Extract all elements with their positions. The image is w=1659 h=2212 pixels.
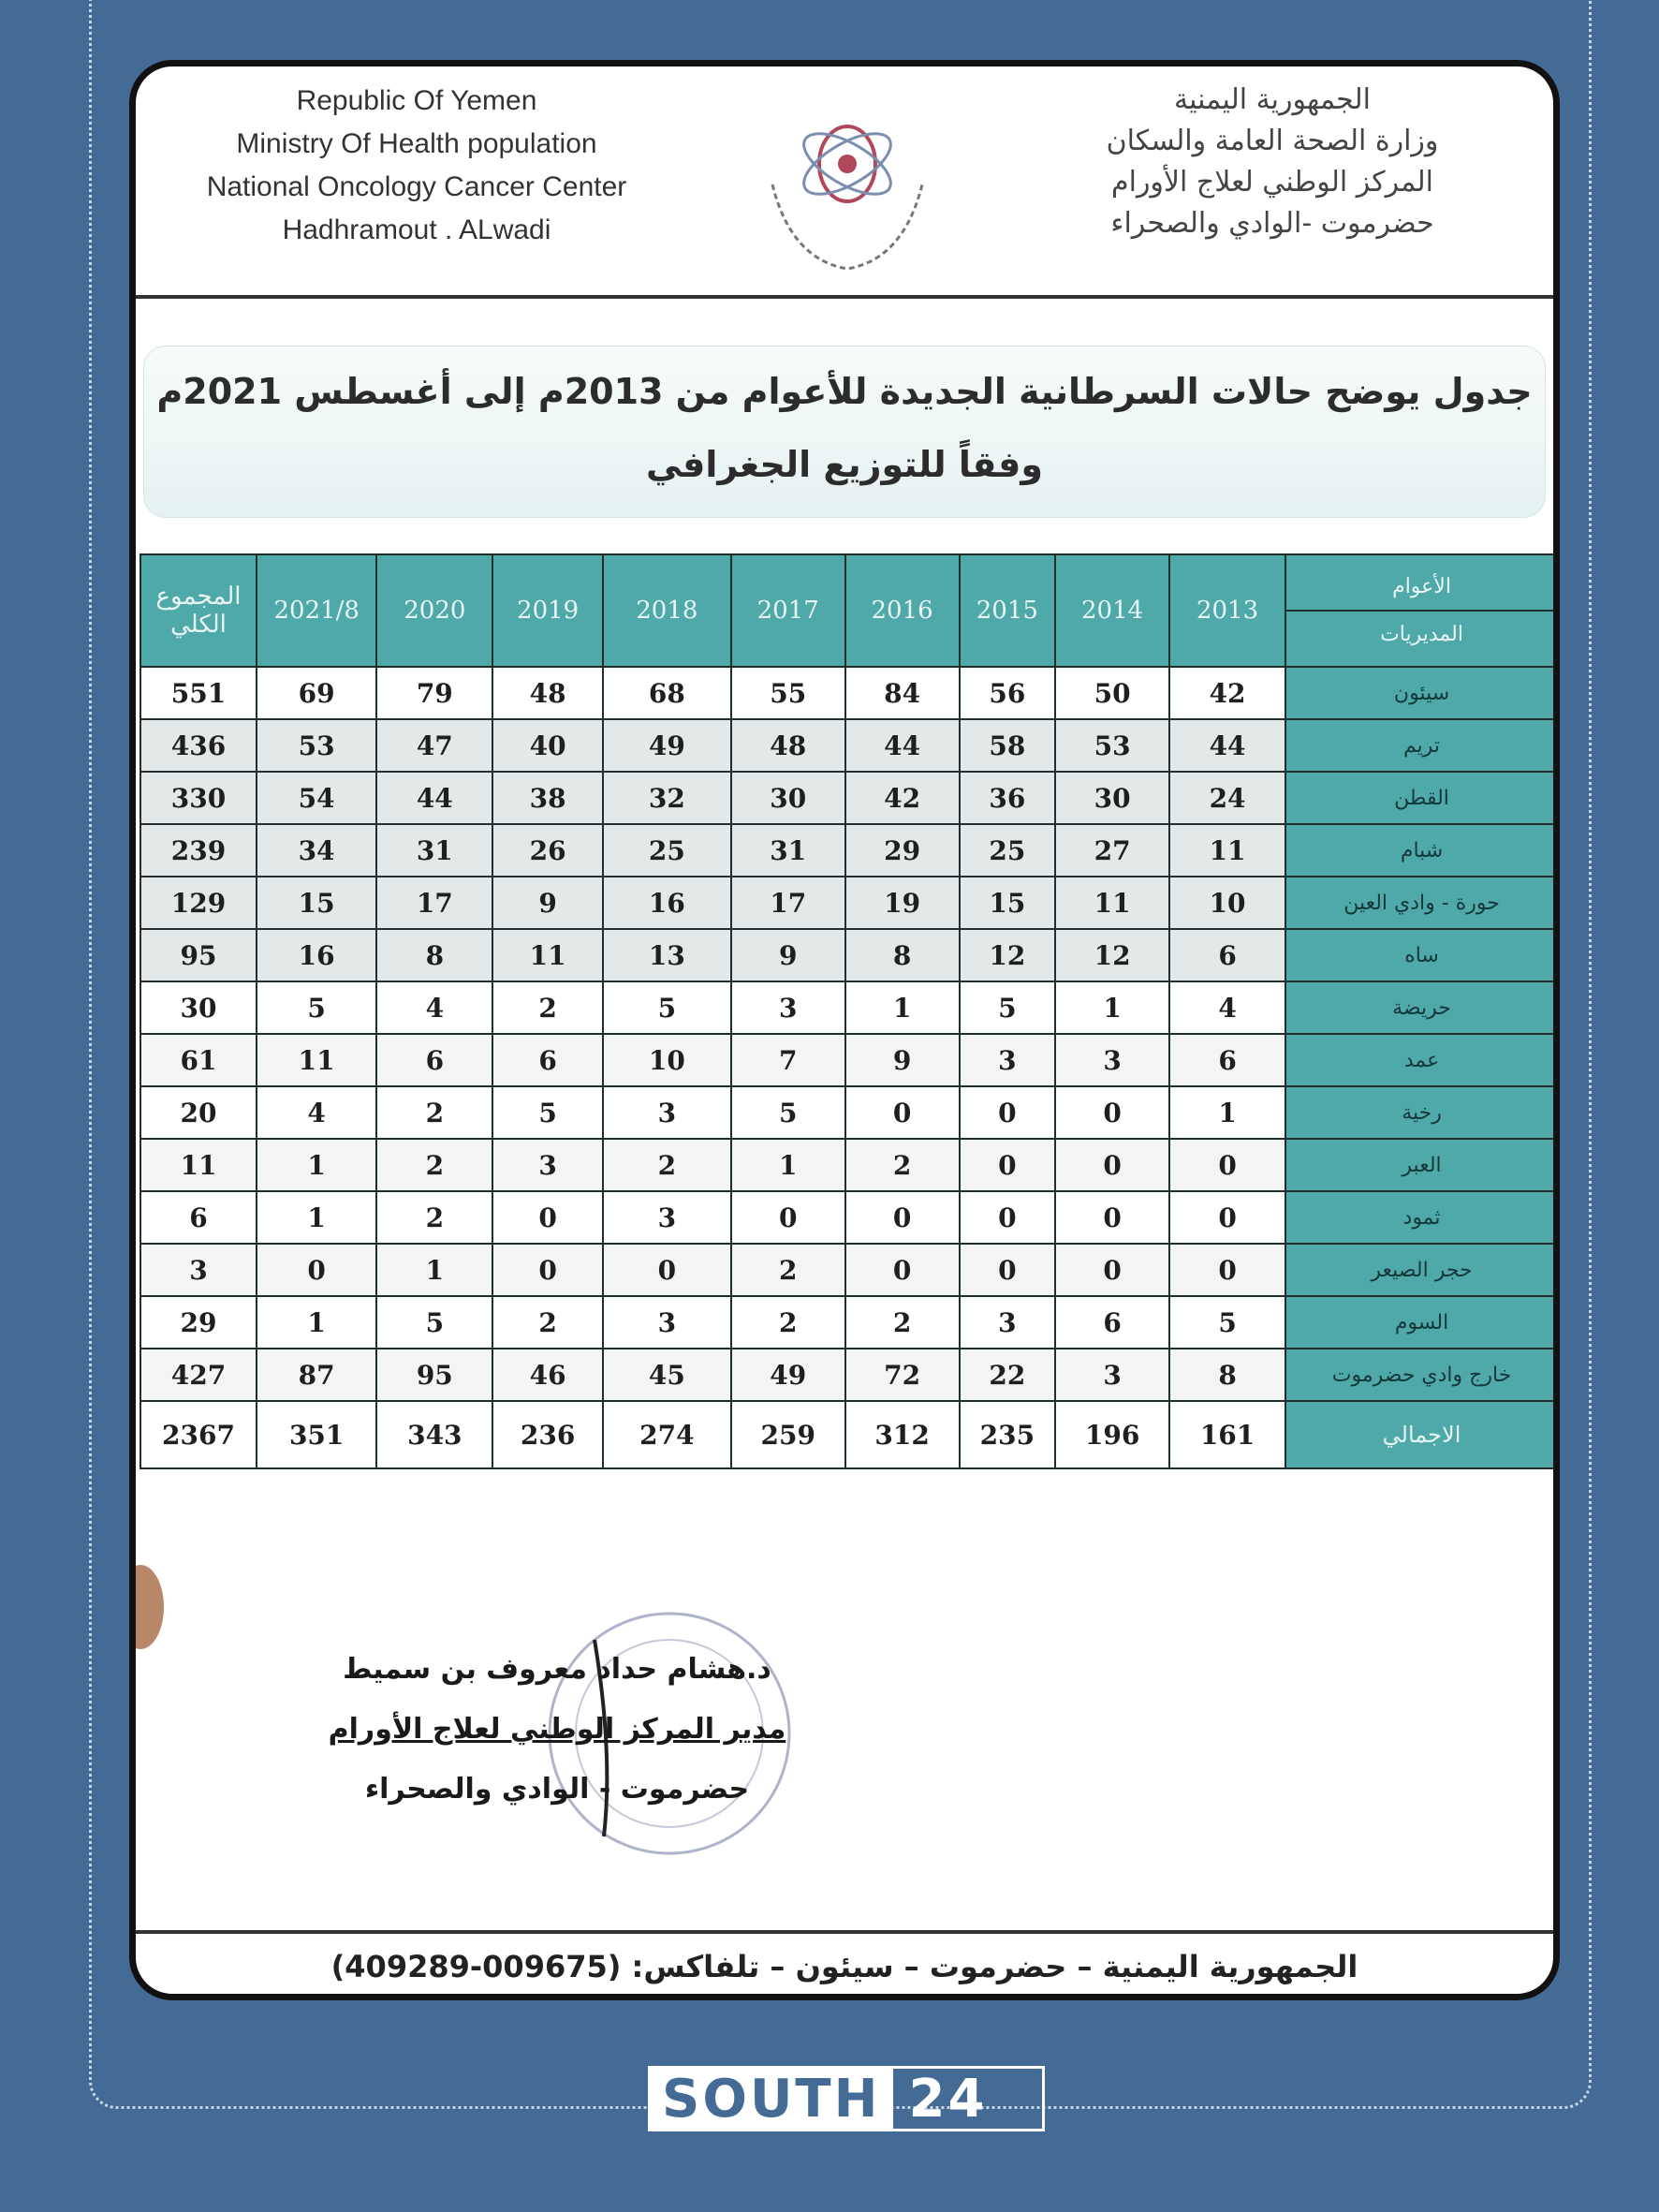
row-total-cell: 239 [140, 824, 257, 877]
year-value-cell: 50 [1055, 667, 1169, 719]
year-value-cell: 0 [1055, 1191, 1169, 1244]
year-value-cell: 47 [376, 719, 492, 772]
arabic-letterhead [1029, 80, 1516, 244]
year-value-cell: 8 [845, 929, 960, 981]
year-value-cell: 3 [960, 1296, 1056, 1349]
table-row [140, 1296, 1558, 1349]
year-value-cell: 0 [603, 1244, 731, 1296]
table-header-row [140, 554, 1558, 667]
letterhead-en-line: Republic Of Yemen [296, 85, 537, 116]
year-value-cell: 19 [845, 877, 960, 929]
year-value-cell: 0 [1055, 1139, 1169, 1191]
year-value-cell: 15 [257, 877, 376, 929]
year-value-cell: 55 [731, 667, 845, 719]
south24-logo [648, 2066, 1045, 2131]
year-column-header: 2018 [603, 554, 731, 667]
row-total-cell: 20 [140, 1086, 257, 1139]
year-value-cell: 31 [731, 824, 845, 877]
year-value-cell: 11 [492, 929, 603, 981]
row-total-cell: 30 [140, 981, 257, 1034]
table-row [140, 1191, 1558, 1244]
year-value-cell: 44 [376, 772, 492, 824]
district-name-cell: السوم [1285, 1296, 1558, 1349]
year-value-cell: 12 [960, 929, 1056, 981]
row-total-cell: 436 [140, 719, 257, 772]
year-value-cell: 2 [492, 1296, 603, 1349]
table-row [140, 824, 1558, 877]
year-value-cell: 1 [731, 1139, 845, 1191]
year-column-header: 2014 [1055, 554, 1169, 667]
year-value-cell: 29 [845, 824, 960, 877]
year-value-cell: 10 [603, 1034, 731, 1086]
corner-districts-label: المديريات [1380, 623, 1463, 646]
year-value-cell: 5 [960, 981, 1056, 1034]
year-value-cell: 3 [603, 1296, 731, 1349]
year-value-cell: 11 [1055, 877, 1169, 929]
year-value-cell: 2 [845, 1296, 960, 1349]
year-value-cell: 5 [1169, 1296, 1285, 1349]
district-name-cell: شبام [1285, 824, 1558, 877]
year-value-cell: 46 [492, 1349, 603, 1401]
year-value-cell: 6 [1169, 1034, 1285, 1086]
year-value-cell: 15 [960, 877, 1056, 929]
year-value-cell: 0 [845, 1191, 960, 1244]
year-value-cell: 16 [603, 877, 731, 929]
grand-total-row [140, 1401, 1558, 1468]
year-value-cell: 11 [257, 1034, 376, 1086]
year-value-cell: 5 [492, 1086, 603, 1139]
year-value-cell: 0 [492, 1244, 603, 1296]
year-value-cell: 0 [1055, 1244, 1169, 1296]
year-value-cell: 95 [376, 1349, 492, 1401]
year-value-cell: 1 [257, 1296, 376, 1349]
year-value-cell: 16 [257, 929, 376, 981]
year-value-cell: 25 [603, 824, 731, 877]
year-value-cell: 235 [960, 1401, 1056, 1468]
table-row [140, 1086, 1558, 1139]
row-total-cell: 6 [140, 1191, 257, 1244]
year-value-cell: 0 [1169, 1244, 1285, 1296]
year-value-cell: 10 [1169, 877, 1285, 929]
letterhead-en-line: Hadhramout . ALwadi [282, 214, 551, 245]
table-title: جدول يوضح حالات السرطانية الجديدة للأعوام من 2013م إلى أغسطس 2021م [156, 371, 1533, 412]
year-column-header: 2020 [376, 554, 492, 667]
table-row [140, 1349, 1558, 1401]
district-name-cell: العبر [1285, 1139, 1558, 1191]
table-row [140, 981, 1558, 1034]
district-name-cell: حورة - وادي العين [1285, 877, 1558, 929]
year-value-cell: 0 [845, 1086, 960, 1139]
year-value-cell: 161 [1169, 1401, 1285, 1468]
year-value-cell: 0 [960, 1139, 1056, 1191]
year-value-cell: 5 [257, 981, 376, 1034]
letterhead-ar-line: المركز الوطني لعلاج الأورام [1111, 166, 1433, 199]
year-value-cell: 8 [376, 929, 492, 981]
year-value-cell: 24 [1169, 772, 1285, 824]
year-value-cell: 4 [376, 981, 492, 1034]
year-column-header: 2021/8 [257, 554, 376, 667]
year-value-cell: 17 [731, 877, 845, 929]
year-value-cell: 343 [376, 1401, 492, 1468]
row-total-cell: 3 [140, 1244, 257, 1296]
year-value-cell: 3 [960, 1034, 1056, 1086]
district-name-cell: حريضة [1285, 981, 1558, 1034]
year-value-cell: 8 [1169, 1349, 1285, 1401]
year-column-header: 2017 [731, 554, 845, 667]
year-value-cell: 236 [492, 1401, 603, 1468]
district-name-cell: تريم [1285, 719, 1558, 772]
year-value-cell: 25 [960, 824, 1056, 877]
table-row [140, 1139, 1558, 1191]
year-value-cell: 0 [1169, 1139, 1285, 1191]
year-value-cell: 69 [257, 667, 376, 719]
year-value-cell: 58 [960, 719, 1056, 772]
year-value-cell: 68 [603, 667, 731, 719]
year-value-cell: 351 [257, 1401, 376, 1468]
row-total-cell: 61 [140, 1034, 257, 1086]
cancer-cases-table [139, 553, 1559, 1469]
year-column-header: 2013 [1169, 554, 1285, 667]
table-row [140, 1244, 1558, 1296]
row-total-cell: 2367 [140, 1401, 257, 1468]
year-value-cell: 30 [731, 772, 845, 824]
year-value-cell: 9 [731, 929, 845, 981]
year-value-cell: 2 [845, 1139, 960, 1191]
year-value-cell: 4 [257, 1086, 376, 1139]
year-value-cell: 42 [1169, 667, 1285, 719]
header-divider [136, 295, 1553, 299]
district-name-cell: عمد [1285, 1034, 1558, 1086]
corner-header-cell [1285, 554, 1558, 667]
year-column-header: 2019 [492, 554, 603, 667]
year-value-cell: 40 [492, 719, 603, 772]
table-row [140, 667, 1558, 719]
year-value-cell: 3 [603, 1191, 731, 1244]
letterhead-ar-line: حضرموت -الوادي والصحراء [1110, 207, 1434, 240]
year-value-cell: 2 [376, 1086, 492, 1139]
district-name-cell: رخية [1285, 1086, 1558, 1139]
row-total-cell: 29 [140, 1296, 257, 1349]
year-value-cell: 44 [845, 719, 960, 772]
year-column-header: 2016 [845, 554, 960, 667]
oncology-center-logo [735, 72, 960, 288]
year-value-cell: 87 [257, 1349, 376, 1401]
district-name-cell: القطن [1285, 772, 1558, 824]
footer-divider [136, 1930, 1553, 1934]
year-value-cell: 84 [845, 667, 960, 719]
year-value-cell: 13 [603, 929, 731, 981]
year-value-cell: 22 [960, 1349, 1056, 1401]
year-value-cell: 12 [1055, 929, 1169, 981]
table-row [140, 772, 1558, 824]
table-subtitle: وفقاً للتوزيع الجغرافي [646, 444, 1043, 485]
year-value-cell: 42 [845, 772, 960, 824]
year-value-cell: 1 [845, 981, 960, 1034]
year-value-cell: 26 [492, 824, 603, 877]
year-value-cell: 5 [731, 1086, 845, 1139]
year-value-cell: 0 [960, 1191, 1056, 1244]
signatory-title: مدير المركز الوطني لعلاج الأورام [328, 1713, 786, 1746]
year-value-cell: 4 [1169, 981, 1285, 1034]
row-total-cell: 330 [140, 772, 257, 824]
document-sheet [129, 60, 1560, 2000]
table-row [140, 877, 1558, 929]
year-value-cell: 72 [845, 1349, 960, 1401]
year-value-cell: 45 [603, 1349, 731, 1401]
year-value-cell: 0 [1055, 1086, 1169, 1139]
signatory-location: حضرموت - الوادي والصحراء [364, 1773, 750, 1806]
year-value-cell: 9 [492, 877, 603, 929]
year-value-cell: 53 [257, 719, 376, 772]
year-value-cell: 312 [845, 1401, 960, 1468]
year-value-cell: 2 [603, 1139, 731, 1191]
year-value-cell: 0 [492, 1191, 603, 1244]
year-value-cell: 27 [1055, 824, 1169, 877]
signatory-name: د.هشام حداد معروف بن سميط [343, 1653, 771, 1686]
year-value-cell: 6 [376, 1034, 492, 1086]
year-value-cell: 3 [603, 1086, 731, 1139]
letterhead-ar-line: الجمهورية اليمنية [1173, 83, 1372, 116]
year-value-cell: 56 [960, 667, 1056, 719]
district-name-cell: ساه [1285, 929, 1558, 981]
year-value-cell: 0 [731, 1191, 845, 1244]
english-letterhead [173, 80, 660, 252]
year-value-cell: 0 [257, 1244, 376, 1296]
district-name-cell: خارج وادي حضرموت [1285, 1349, 1558, 1401]
year-value-cell: 274 [603, 1401, 731, 1468]
row-total-cell: 11 [140, 1139, 257, 1191]
year-value-cell: 1 [257, 1139, 376, 1191]
year-value-cell: 79 [376, 667, 492, 719]
year-value-cell: 3 [731, 981, 845, 1034]
year-value-cell: 36 [960, 772, 1056, 824]
year-value-cell: 0 [845, 1244, 960, 1296]
letterhead-en-line: National Oncology Cancer Center [206, 171, 627, 202]
year-value-cell: 30 [1055, 772, 1169, 824]
year-value-cell: 1 [376, 1244, 492, 1296]
year-value-cell: 1 [257, 1191, 376, 1244]
year-value-cell: 3 [1055, 1349, 1169, 1401]
year-value-cell: 259 [731, 1401, 845, 1468]
brand-number: 24 [908, 2068, 988, 2130]
table-title-box [143, 346, 1546, 518]
year-value-cell: 5 [603, 981, 731, 1034]
year-value-cell: 2 [731, 1296, 845, 1349]
row-total-cell: 551 [140, 667, 257, 719]
year-value-cell: 6 [1055, 1296, 1169, 1349]
year-value-cell: 6 [492, 1034, 603, 1086]
year-value-cell: 6 [1169, 929, 1285, 981]
year-value-cell: 9 [845, 1034, 960, 1086]
year-value-cell: 7 [731, 1034, 845, 1086]
year-value-cell: 196 [1055, 1401, 1169, 1468]
year-value-cell: 2 [492, 981, 603, 1034]
year-value-cell: 2 [376, 1139, 492, 1191]
year-value-cell: 2 [731, 1244, 845, 1296]
district-name-cell: ثمود [1285, 1191, 1558, 1244]
finger-edge [129, 1565, 164, 1649]
year-value-cell: 48 [731, 719, 845, 772]
district-name-cell: حجر الصيعر [1285, 1244, 1558, 1296]
row-total-cell: 427 [140, 1349, 257, 1401]
year-value-cell: 32 [603, 772, 731, 824]
year-value-cell: 11 [1169, 824, 1285, 877]
district-name-cell: الاجمالي [1285, 1401, 1558, 1468]
table-row [140, 1034, 1558, 1086]
corner-years-label: الأعوام [1286, 564, 1557, 612]
year-value-cell: 1 [1055, 981, 1169, 1034]
letterhead-en-line: Ministry Of Health population [236, 128, 597, 159]
year-value-cell: 2 [376, 1191, 492, 1244]
year-column-header: 2015 [960, 554, 1056, 667]
table-row [140, 929, 1558, 981]
year-value-cell: 0 [1169, 1191, 1285, 1244]
year-value-cell: 49 [731, 1349, 845, 1401]
year-value-cell: 54 [257, 772, 376, 824]
year-value-cell: 53 [1055, 719, 1169, 772]
signature-block [314, 1640, 800, 1820]
table-row [140, 719, 1558, 772]
district-name-cell: سيئون [1285, 667, 1558, 719]
year-value-cell: 17 [376, 877, 492, 929]
year-value-cell: 48 [492, 667, 603, 719]
year-value-cell: 38 [492, 772, 603, 824]
year-value-cell: 3 [1055, 1034, 1169, 1086]
year-value-cell: 0 [960, 1086, 1056, 1139]
total-column-header: المجموع الكلي [140, 554, 257, 667]
year-value-cell: 31 [376, 824, 492, 877]
brand-word: SOUTH [651, 2069, 893, 2129]
row-total-cell: 95 [140, 929, 257, 981]
year-value-cell: 49 [603, 719, 731, 772]
year-value-cell: 44 [1169, 719, 1285, 772]
year-value-cell: 5 [376, 1296, 492, 1349]
year-value-cell: 34 [257, 824, 376, 877]
footer-contact: الجمهورية اليمنية – حضرموت – سيئون – تلفاكس: (009675-409289) [330, 1949, 1358, 1984]
year-value-cell: 0 [960, 1244, 1056, 1296]
letterhead-ar-line: وزارة الصحة العامة والسكان [1106, 125, 1439, 157]
row-total-cell: 129 [140, 877, 257, 929]
year-value-cell: 1 [1169, 1086, 1285, 1139]
table-body [140, 667, 1558, 1468]
year-value-cell: 3 [492, 1139, 603, 1191]
